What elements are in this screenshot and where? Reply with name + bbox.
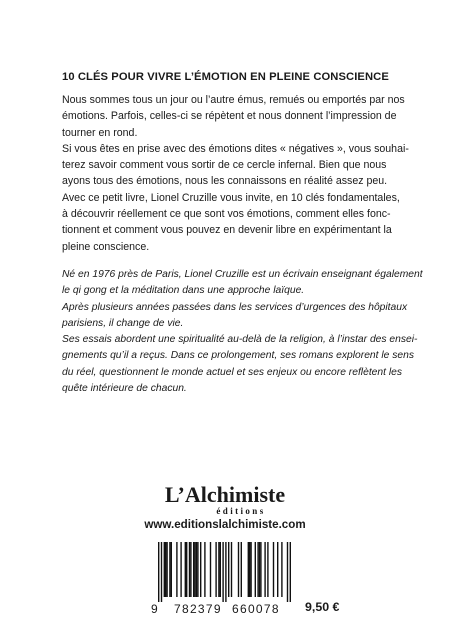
barcode-bar xyxy=(169,542,170,597)
barcode-bar xyxy=(193,542,194,597)
barcode-bar xyxy=(158,542,159,602)
barcode-bar xyxy=(197,542,198,597)
barcode-bar xyxy=(222,542,223,602)
summary-line: tionnent et comment vous pouvez en devenir libre en expérimentant la xyxy=(62,224,392,237)
barcode-bar xyxy=(257,542,258,597)
barcode-bar xyxy=(194,542,195,597)
author-bio xyxy=(62,267,423,397)
barcode-bar xyxy=(273,542,274,597)
barcode-bar xyxy=(250,542,251,597)
summary-line: Nous sommes tous un jour ou l’autre émus, remués ou emportés par nos xyxy=(62,94,405,106)
barcode-bar xyxy=(218,542,219,597)
barcode-bar xyxy=(287,542,288,602)
bio-line: quête intérieure de chacun. xyxy=(62,383,187,395)
barcode-bar xyxy=(264,542,265,597)
barcode-bar xyxy=(200,542,201,597)
bio-line: Né en 1976 près de Paris, Lionel Cruzille est un écrivain enseignant également xyxy=(62,268,423,280)
barcode-bar xyxy=(166,542,167,597)
barcode-bar xyxy=(186,542,187,597)
summary-paragraph xyxy=(62,92,409,255)
bio-line: Ses essais abordent une spiritualité au-delà de la religion, à l’instar des ensei- xyxy=(62,334,418,346)
barcode-bar xyxy=(260,542,261,597)
summary-line: émotions. Parfois, celles-ci se répètent et nous donnent l’impression de xyxy=(62,110,397,123)
barcode-bar xyxy=(290,542,291,602)
barcode-bar xyxy=(255,542,256,597)
cover-text xyxy=(62,71,423,397)
bio-line: le qi gong et la méditation dans une approche laïque. xyxy=(62,285,305,297)
barcode-bar xyxy=(228,542,229,597)
bio-line: du réel, questionnent le monde actuel et ses enjeux ou encore reflètent les xyxy=(62,366,403,378)
barcode-bar xyxy=(231,542,232,597)
barcode-bar xyxy=(185,542,186,597)
barcode-bar xyxy=(238,542,239,597)
summary-line: tourner en rond. xyxy=(62,126,138,139)
barcode-bar xyxy=(281,542,282,597)
barcode-first-digit: 9 xyxy=(151,602,159,616)
barcode-bar xyxy=(277,542,278,597)
barcode-bar xyxy=(171,542,172,597)
barcode-left-digits: 782379 xyxy=(174,602,222,616)
barcode-bar xyxy=(248,542,249,597)
barcode-bar xyxy=(165,542,166,597)
publisher-name: L’Alchimiste xyxy=(164,482,286,507)
barcode-bar xyxy=(180,542,181,597)
bio-line: gnements qu’il a reçus. Dans ce prolongement, ses romans explorent le sens xyxy=(62,350,414,362)
barcode-bar xyxy=(220,542,221,597)
barcode-bar xyxy=(176,542,177,597)
summary-line: Si vous êtes en prise avec des émotions dites « négatives », vous souhai- xyxy=(62,142,409,155)
barcode-bar xyxy=(241,542,242,597)
barcode-bar xyxy=(164,542,165,597)
summary-line: terez savoir comment vous sortir de ce cercle infernal. Bien que nous xyxy=(62,159,387,172)
bio-line: Après plusieurs années passées dans les services d’urgences des hôpitaux xyxy=(62,301,408,313)
summary-line: Avec ce petit livre, Lionel Cruzille vous invite, en 10 clés fondamentales, xyxy=(62,191,400,204)
publisher-subtitle: éditions xyxy=(216,506,266,516)
barcode-right-digits: 660078 xyxy=(232,602,280,616)
barcode-bar xyxy=(190,542,191,597)
bio-line: parisiens, il change de vie. xyxy=(62,317,184,329)
book-title: 10 CLÉS POUR VIVRE L’ÉMOTION EN PLEINE CONSCIENCE xyxy=(62,71,389,83)
barcode-bars xyxy=(158,542,298,602)
barcode-bar xyxy=(161,542,162,602)
summary-line: à découvrir réellement ce que sont vos émotions, comment elles fonc- xyxy=(62,208,391,221)
barcode-bar xyxy=(196,542,197,597)
barcode-bar xyxy=(225,542,226,602)
barcode-bar xyxy=(204,542,205,597)
summary-line: ayons tous des émotions, nous les connaissons en réalité assez peu. xyxy=(62,175,388,188)
publisher-website: www.editionslalchimiste.com xyxy=(144,518,306,531)
barcode-bar xyxy=(267,542,268,597)
barcode-bar xyxy=(189,542,190,597)
barcode-bar xyxy=(259,542,260,597)
summary-line: pleine conscience. xyxy=(62,240,150,253)
publisher-logo xyxy=(0,484,450,517)
isbn-barcode xyxy=(151,542,298,616)
barcode-bar xyxy=(210,542,211,597)
barcode-bar xyxy=(215,542,216,597)
paragraph-gap xyxy=(62,255,398,267)
barcode-bar xyxy=(249,542,250,597)
book-price: 9,50 € xyxy=(305,600,340,614)
